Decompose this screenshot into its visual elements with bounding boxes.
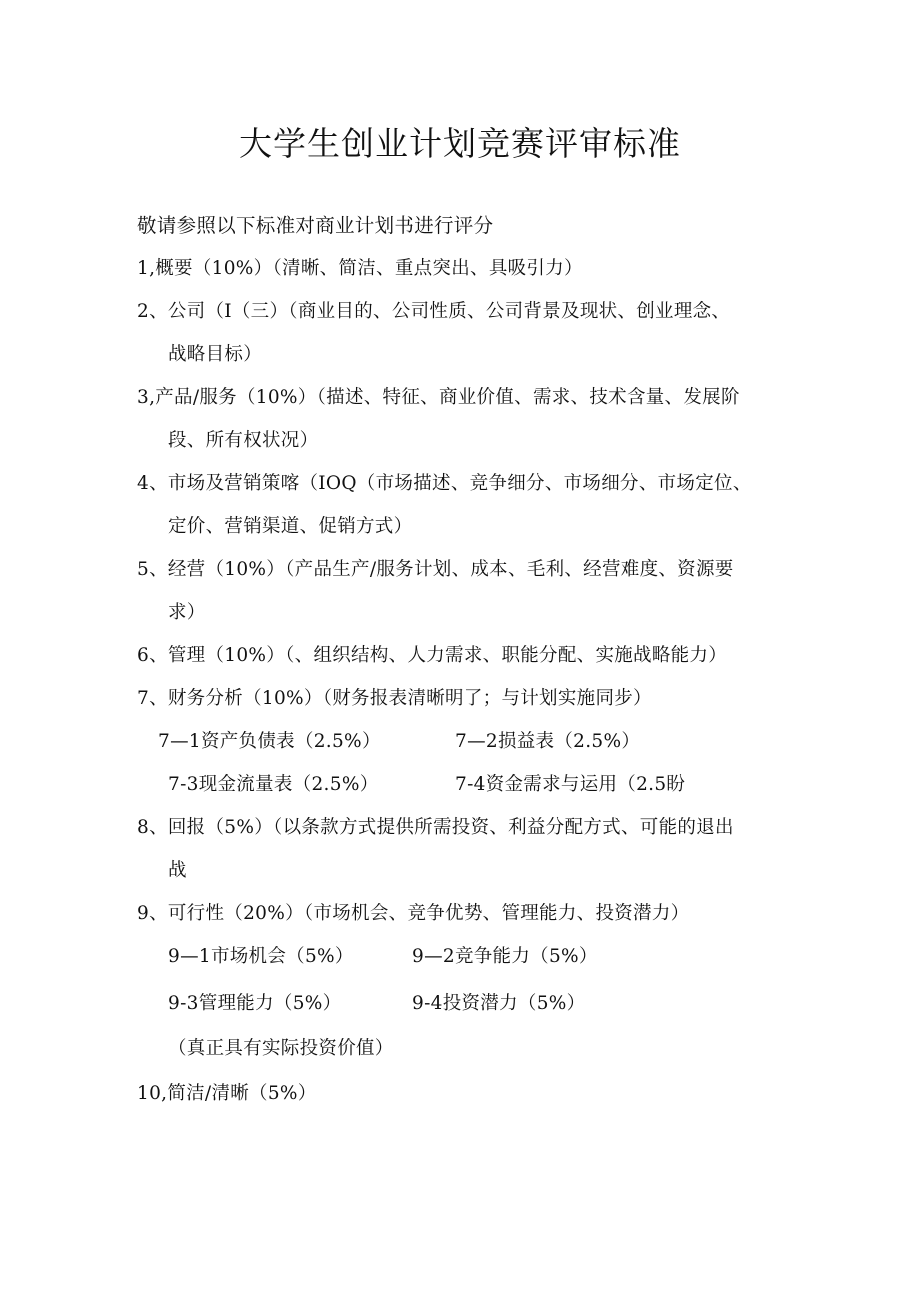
item-8-line-1: 8、回报（5%）（以条款方式提供所需投资、利益分配方式、可能的退出 — [137, 817, 734, 838]
item-7-3: 7-3现金流量表（2.5%） — [168, 774, 379, 795]
item-4-line-1: 4、市场及营销策喀（IOQ（市场描述、竞争细分、市场细分、市场定位、 — [137, 473, 752, 494]
item-3-line-2: 段、所有权状况） — [168, 430, 319, 451]
item-3-line-1: 3,产品/服务（10%）（描述、特征、商业价值、需求、技术含量、发展阶 — [137, 387, 740, 408]
item-7-1: 7—1资产负债表（2.5%） — [158, 731, 381, 752]
item-9-2: 9—2竞争能力（5%） — [412, 946, 598, 967]
item-9-3: 9-3管理能力（5%） — [168, 993, 342, 1014]
item-1: 1,概要（10%）（清晰、简洁、重点突出、具吸引力） — [137, 258, 583, 279]
item-4-line-2: 定价、营销渠道、促销方式） — [168, 516, 413, 537]
item-9-1: 9—1市场机会（5%） — [168, 946, 354, 967]
item-9: 9、可行性（20%）（市场机会、竞争优势、管理能力、投资潜力） — [137, 903, 690, 924]
item-7-4: 7-4资金需求与运用（2.5盼 — [455, 774, 686, 795]
item-2-line-1: 2、公司（I（三）（商业目的、公司性质、公司背景及现状、创业理念、 — [137, 301, 731, 322]
document-title: 大学生创业计划竞赛评审标准 — [239, 124, 681, 163]
item-5-line-1: 5、经营（10%）（产品生产/服务计划、成本、毛利、经营难度、资源要 — [137, 559, 734, 580]
item-2-line-2: 战略目标） — [168, 344, 263, 365]
item-5-line-2: 求） — [168, 602, 206, 623]
item-9-4: 9-4投资潜力（5%） — [412, 993, 586, 1014]
item-10: 10,简洁/清晰（5%） — [137, 1083, 317, 1104]
intro-text: 敬请参照以下标准对商业计划书进行评分 — [137, 214, 494, 237]
item-6: 6、管理（10%）（、组织结构、人力需求、职能分配、实施战略能力） — [137, 645, 728, 666]
item-8-line-2: 战 — [168, 860, 187, 881]
item-7: 7、财务分析（10%）（财务报表清晰明了；与计划实施同步） — [137, 688, 652, 709]
item-7-2: 7—2损益表（2.5%） — [455, 731, 641, 752]
item-9-note: （真正具有实际投资价值） — [168, 1038, 394, 1059]
